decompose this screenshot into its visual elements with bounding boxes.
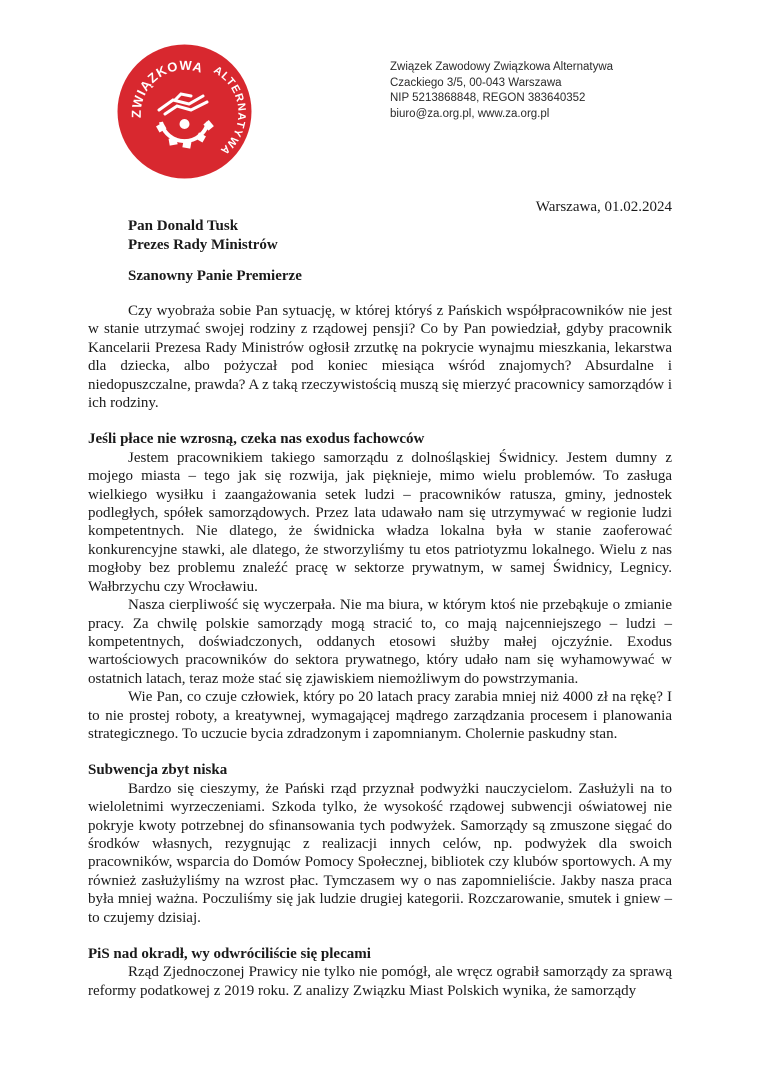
letter-date: Warszawa, 01.02.2024 [535,199,672,215]
logo-text-top: ZWIĄZKOWA [128,57,206,119]
logo-emblem-icon [117,44,252,179]
body-paragraph: Bardzo się cieszymy, że Pański rząd przyznał podwyżki nauczycielom. Zasłużyli na to wieloletnimi wyrzeczeniami. Szkoda tylko, że wysokość rządowej subwencji oświatowej nie pokryje kwoty potrzebnej do sfinansowania tych podwyżek. Samorządy są zmuszone sięgać do środków własnych, rezygnując z realizacji innych celów, np. podwyżek dla swoich pracowników, wsparcia do Domów Pomocy Społecznej, bibliotek czy klubów sportowych. A my również zasłużyliśmy na wzrost płac. Tymczasem wy o nas zapomnieliście. Jakby nasza praca była mniej ważna. Poczuliśmy się jak ludzie drugiej kategorii. Rozczarowanie, smutek i gniew – to czujemy dzisiaj. [88,780,672,926]
logo-text-right: ALTERNATYWA [211,64,248,158]
recipient-name: Pan Donald Tusk [128,218,239,234]
intro-paragraph: Czy wyobraża sobie Pan sytuację, w której któryś z Pańskich współpracowników nie jest w stanie utrzymać swojej rodziny z rządowej pensji? Co by Pan powiedział, gdyby pracownik Kancelarii Prezesa Rady Ministrów ogłosił zrzutkę na pokrycie wynajmu mieszkania, lekarstwa dla dziecka, albo pożyczał pod koniec miesiąca wśród znajomych? Absurdalne i niedopuszczalne, prawda? A z taką rzeczywistością muszą się mierzyć pracownicy samorządów i ich rodziny. [88,303,672,412]
body-paragraph: Rząd Zjednoczonej Prawicy nie tylko nie pomógł, ale wręcz ograbił samorządy za sprawą reformy podatkowej z 2019 roku. Z analizy Związku Miast Polskich wynika, że samorządy [88,964,672,999]
letterhead-info [390,60,613,122]
body-paragraph: Wie Pan, co czuje człowiek, który po 20 latach pracy zarabia mniej niż 4000 zł na rękę? I to nie prostej roboty, a kreatywnej, wymagającej mądrego zarządzania procesem i planowania strategicznego. To uczucie bycia zdradzonym i zapomnianym. Cholernie paskudny stan. [88,689,672,742]
org-name: Związek Zawodowy Związkowa Alternatywa [390,61,614,73]
org-ids: NIP 5213868848, REGON 383640352 [390,92,586,105]
letter-body [88,302,672,1000]
org-contact: biuro@za.org.pl, www.za.org.pl [390,107,550,120]
salutation: Szanowny Panie Premierze [128,268,302,284]
body-paragraph: Jestem pracownikiem takiego samorządu z dolnośląskiej Świdnicy. Jestem dumny z mojego miasta – tego jak się rozwija, jak pięknieje, mimo wielu problemów. To zasługa wielkiego wysiłku i zaangażowania setek ludzi – pracowników ratusza, gminy, jednostek podległych, spółek samorządowych. Przez lata udawało nam się utrzymywać w regionie ludzi kompetentnych. Nie dlatego, że świdnicka władza lokalna była w stanie zaoferować konkurencyjne stawki, ale dlatego, że stworzyliśmy tu etos patriotyzmu lokalnego. Wielu z nas mogłoby bez problemu znaleźć pracę w sektorze prywatnym, w samej Świdnicy, Legnicy. Wałbrzychu czy Wrocławiu. [88,449,672,595]
recipient-block [128,217,278,255]
section-heading: Jeśli płace nie wzrosną, czeka nas exodus fachowców [88,431,425,448]
union-logo [117,44,252,179]
body-paragraph: Nasza cierpliwość się wyczerpała. Nie ma biura, w którym ktoś nie przebąkuje o zmianie pracy. Za chwilę polskie samorządy mogą stracić to, co mają najcenniejszego – ludzi – kompetentnych, doświadczonych, oddanych etosowi służby małej ojczyźnie. Exodus wartościowych pracowników do sektora prywatnego, który udało nam się wyhamowywać w ostatnich latach, teraz może stać się zjawiskiem niemożliwym do powstrzymania. [88,597,672,687]
recipient-title: Prezes Rady Ministrów [128,237,278,253]
section-heading: PiS nad okradł, wy odwróciliście się plecami [88,946,371,962]
org-address: Czackiego 3/5, 00-043 Warszawa [390,76,562,89]
section-heading: Subwencja zbyt niska [88,762,228,779]
